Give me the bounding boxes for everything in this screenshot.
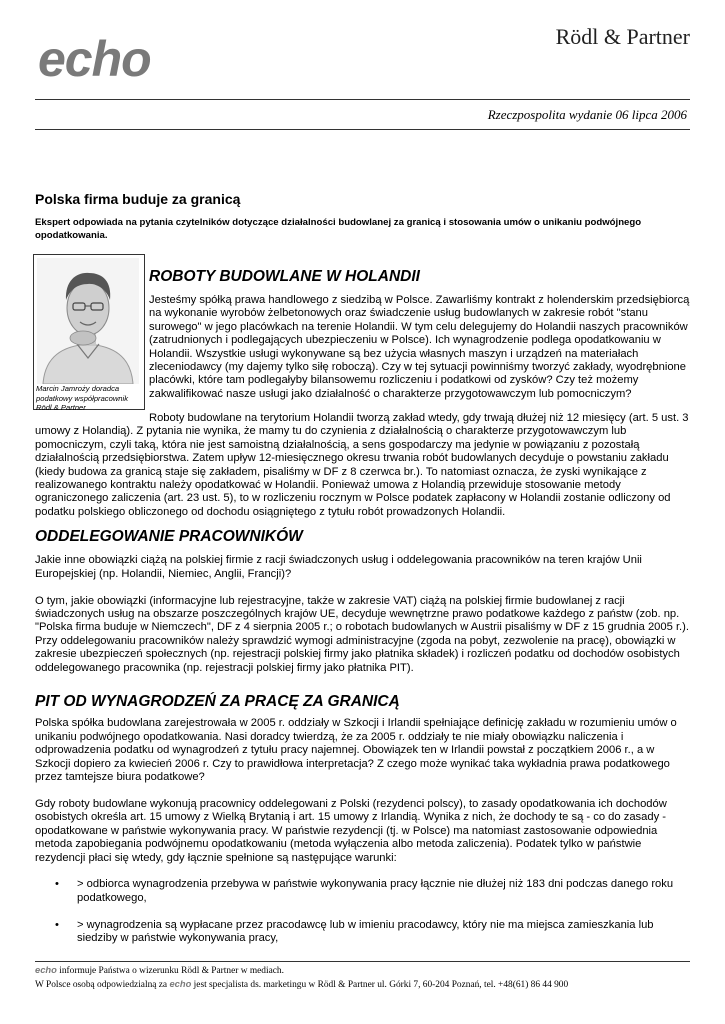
list-item <box>35 878 689 905</box>
section3-question: Polska spółka budowlana zarejestrowała w 2005 r. oddziały w Szkocji i Irlandii spełniające definicję zakładu w rozumieniu umów o unikaniu podwójnego opodatkowania. Nasi doradcy twierdzą, że za 2005 r. oddziały te nie miały obowiązku naliczenia i odprowadzenia podatku od wynagrodzeń z tytułu pracy najemnej. Obowiązek ten w Irlandii powstał z początkiem 2006 r., a w Szkocji dopiero za kwiecień 2006 r. Czy to prawidłowa interpretacja? Z czego może wynikać taka wykładnia prawa podatkowego przez tamtejsze biura podatkowe? <box>35 717 677 784</box>
conditions-list <box>35 878 689 945</box>
bullet-icon: • <box>55 878 59 891</box>
bullet-icon: • <box>55 918 59 931</box>
section1-answer <box>35 412 689 519</box>
footer-echo-word: echo <box>35 964 57 975</box>
section3-answer: Gdy roboty budowlane wykonują pracownicy oddelegowani z Polski (rezydenci polscy), to zasady opodatkowania ich dochodów osobistych określa art. 15 umowy z Wielką Brytanią i art. 15 umowy z Irlandią. Wynika z nich, że dochody te są - co do zasady - opodatkowane w państwie wykonywania pracy. W państwie rezydencji (tj. w Polsce) ma natomiast zastosowanie odpowiednia metoda zapobiegania podwójnemu opodatkowaniu (metoda wyłączenia albo metoda zaliczenia). Podatek tylko w państwie rezydencji płaci się wtedy, gdy łącznie spełnione są następujące warunki: <box>35 797 667 864</box>
author-portrait <box>37 258 139 384</box>
header-divider-top <box>35 99 690 100</box>
author-photo-frame <box>33 254 145 413</box>
footer-line-2-start: W Polsce osobą odpowiedzialną za <box>35 980 168 990</box>
section-heading-holandia: ROBOTY BUDOWLANE W HOLANDII <box>149 268 420 285</box>
section-heading-oddelegowanie: ODDELEGOWANIE PRACOWNIKÓW <box>35 528 303 545</box>
section2-answer: O tym, jakie obowiązki (informacyjne lub rejestracyjne, także w zakresie VAT) ciążą na polskiej firmie budowlanej z racji świadczonych usług na obszarze poszczególnych krajów UE, decyduje wewnętrzne prawo podatkowe każdego z państw (zob. np. "Polska firma buduje w Niemczech", DF z 4 sierpnia 2005 r.; o robotach budowlanych w Austrii pisaliśmy w DF z 15 grudnia 2005 r.). Przy oddelegowaniu pracowników należy sprawdzić wymogi administracyjne (zgoda na pobyt, zezwolenie na pracę), obowiązki w zakresie ubezpieczeń społecznych (np. rejestracji polskiej firmy jako płatnika składek) i rozliczeń podatku od dochodów osobistych oddelegowanego pracownika (np. rejestracji polskiej firmy jako płatnika PIT). <box>35 594 690 674</box>
section-heading-pit: PIT OD WYNAGRODZEŃ ZA PRACĘ ZA GRANICĄ <box>35 693 400 711</box>
brand-name: Rödl & Partner <box>555 24 690 49</box>
article-lead: Ekspert odpowiada na pytania czytelników dotyczące działalności budowlanej za granicą i stosowania umów o unikaniu podwójnego opodatkowania. <box>35 217 642 241</box>
sections-flow <box>35 530 689 959</box>
publication-info: Rzeczpospolita wydanie 06 lipca 2006 <box>487 107 687 122</box>
header-divider-bottom <box>35 129 690 130</box>
footer-line-2-end: jest specjalista ds. marketingu w Rödl & Partner ul. Górki 7, 60-204 Poznań, tel. +48(61) 86 44 900 <box>193 980 569 990</box>
section1-question: Jesteśmy spółką prawa handlowego z siedzibą w Polsce. Zawarliśmy kontrakt z holenderskim przedsiębiorcą na wykonanie wyrobów żelbetonowych oraz świadczenie usług budowlanych w zakresie robót "stanu surowego" w jego placówkach na terenie Holandii. W tym celu delegujemy do Holandii naszych pracowników (zatrudnionych i podlegających ubezpieczeniu w Polsce). Ich wynagrodzenie podlega opodatkowaniu w Holandii. Wszystkie usługi wykonywane są bez użycia własnych maszyn i urządzeń na materiałach zleceniodawcy (my dajemy tylko siłę roboczą). Czy w tej sytuacji powinniśmy tworzyć zakłady, wyodrębnione placówki, które tam podlegałyby bilansowemu rozliczeniu i podatkowi od zysków? Czy też możemy zakwalifikować nasze usługi jako działalność o charakterze przygotowawczym lub pomocniczym? <box>149 294 690 400</box>
list-item-text: > wynagrodzenia są wypłacane przez pracodawcę lub w imieniu pracodawcy, który nie ma miejsca zamieszkania lub siedziby w państwie wykonywania pracy, <box>77 918 654 944</box>
section2-question: Jakie inne obowiązki ciążą na polskiej firmie z racji świadczonych usług i oddelegowania pracowników na teren krajów Unii Europejskiej (np. Holandii, Niemiec, Anglii, Francji)? <box>35 554 642 580</box>
list-item-text: > odbiorca wynagrodzenia przebywa w państwie wykonywania pracy łącznie nie dłużej niż 183 dni podczas danego roku podatkowego, <box>77 878 674 904</box>
footer-line-1 <box>35 964 284 976</box>
footer-line-1-text: informuje Państwa o wizerunku Rödl & Partner w mediach. <box>59 966 284 976</box>
section1-answer-text: Roboty budowlane na terytorium Holandii tworzą zakład wtedy, gdy trwają dłużej niż 12 miesięcy (art. 5 ust. 3 umowy z Holandią). Z pytania nie wynika, że mamy tu do czynienia z działalnością o charakterze przygotowawczym lub pomocniczym, czyli taką, która nie jest samoistną działalnością, a sens gospodarczy ma jedynie w powiązaniu z pozostałą działalnością przedsiębiorstwa. Zatem upływ 12-miesięcznego okresu trwania robót budowlanych decyduje o powstaniu zakładu (kiedy budowa za granicą staje się zakładem, pisaliśmy w DF z 8 czerwca br.). To natomiast oznacza, że zyski wynikające z realizowanego kontraktu należy opodatkować w Holandii. Ponieważ umowa z Holandią przewiduje stosowanie metody ograniczonego zaliczenia (art. 23 ust. 5), to w rozliczeniu rocznym w Polsce podatek zapłacony w Holandii zostanie odliczony od podatku polskiego obliczonego od dochodu osiągniętego z tytułu robót prowadzonych Holandii. <box>35 412 689 518</box>
footer-echo-word-2: echo <box>169 978 192 989</box>
photo-caption: Marcin Jamroży doradca podatkowy współpracownik Rödl & Partner <box>36 384 129 413</box>
echo-logo: echo <box>38 31 151 87</box>
article-title: Polska firma buduje za granicą <box>35 191 241 207</box>
list-item <box>35 919 689 946</box>
footer-divider <box>35 961 690 962</box>
footer-line-2 <box>35 978 568 990</box>
